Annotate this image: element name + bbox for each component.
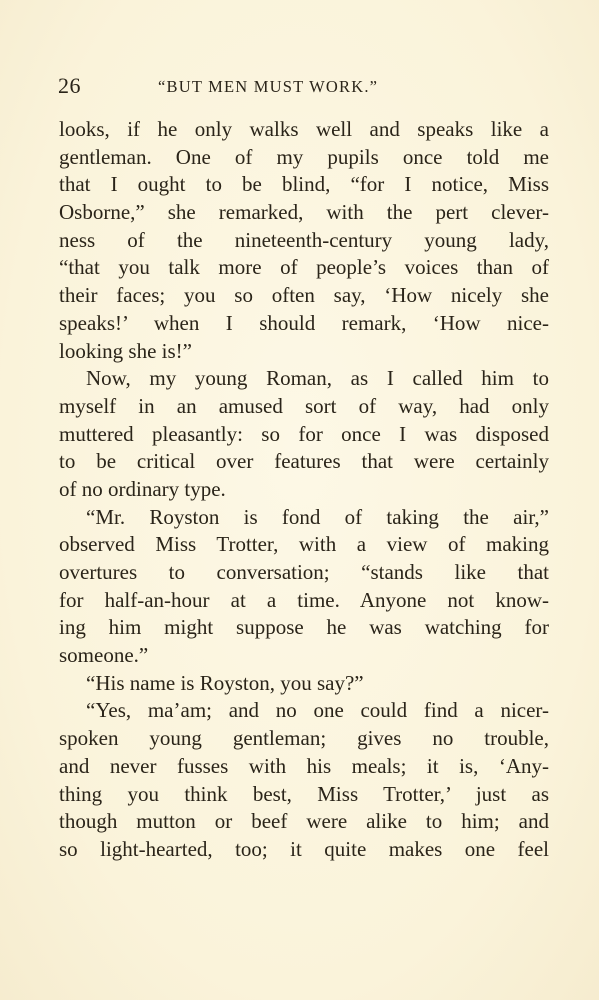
text-line: Now, my young Roman, as I called him to <box>86 366 549 391</box>
text-line: spoken young gentleman; gives no trouble, <box>59 726 549 751</box>
text-line: for half-an-hour at a time. Anyone not know- <box>59 587 549 612</box>
text-line: and never fusses with his meals; it is, ‘Any- <box>59 753 549 778</box>
text-line: ing him might suppose he was watching for <box>59 615 549 640</box>
text-line: muttered pleasantly: so for once I was disposed <box>59 421 549 446</box>
text-line: Osborne,” she remarked, with the pert clever- <box>59 200 549 225</box>
text-line: “His name is Royston, you say?” <box>86 670 364 695</box>
text-line: myself in an amused sort of way, had only <box>59 393 549 418</box>
text-line: overtures to conversation; “stands like that <box>59 560 549 584</box>
text-line: their faces; you so often say, ‘How nicely she <box>59 283 549 308</box>
text-line: looking she is!” <box>59 338 192 363</box>
text-line: of no ordinary type. <box>59 476 226 501</box>
text-line: ness of the nineteenth-century young lady, <box>59 227 549 252</box>
text-line: though mutton or beef were alike to him; and <box>59 809 549 834</box>
text-line: someone.” <box>59 643 149 668</box>
text-line: looks, if he only walks well and speaks like a <box>59 117 549 141</box>
text-line: gentleman. One of my pupils once told me <box>59 144 549 169</box>
text-line: “Mr. Royston is fond of taking the air,” <box>86 504 549 529</box>
text-line: “Yes, ma’am; and no one could find a nicer- <box>86 698 549 723</box>
body-text <box>59 116 549 864</box>
text-line: speaks!’ when I should remark, ‘How nice- <box>59 310 549 335</box>
text-line: observed Miss Trotter, with a view of making <box>59 532 549 557</box>
text-line: “that you talk more of people’s voices than of <box>59 255 549 280</box>
page-number: 26 <box>58 73 81 98</box>
page-header <box>58 73 548 101</box>
text-line: to be critical over features that were certainly <box>59 449 549 474</box>
text-line: so light-hearted, too; it quite makes one feel <box>59 836 549 861</box>
running-head: “BUT MEN MUST WORK.” <box>158 77 379 96</box>
text-line: thing you think best, Miss Trotter,’ just as <box>59 781 549 806</box>
text-line: that I ought to be blind, “for I notice, Miss <box>59 172 549 197</box>
